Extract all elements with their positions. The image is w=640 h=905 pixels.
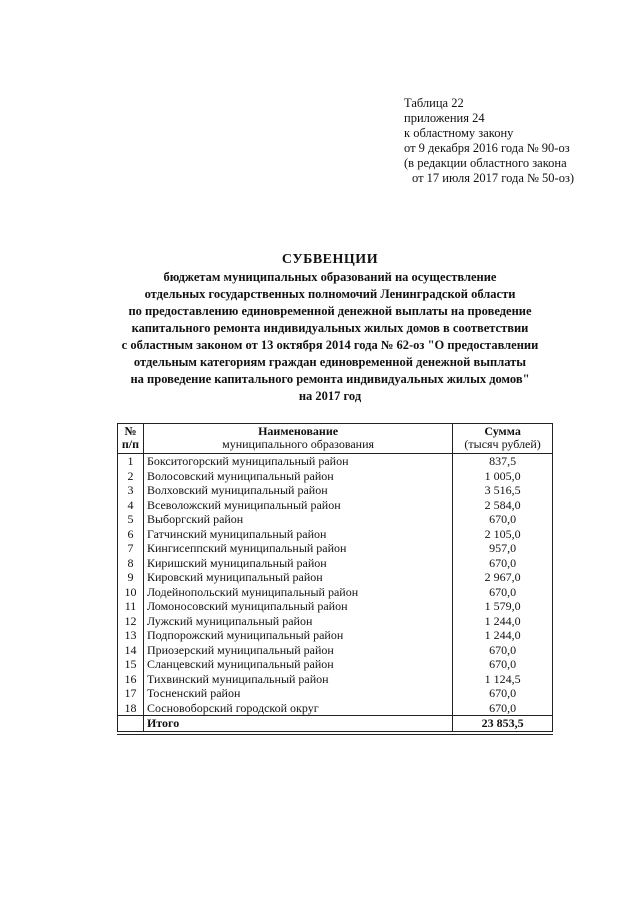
table-row [118, 628, 553, 643]
municipality-name: Волховский муниципальный район [143, 483, 452, 498]
municipality-name: Лодейнопольский муниципальный район [143, 585, 452, 600]
subvention-amount: 670,0 [453, 657, 553, 672]
title-line: по предоставлению единовременной денежной выплаты на проведение [128, 304, 532, 318]
row-number: 17 [118, 686, 144, 701]
table-row [118, 512, 553, 527]
subvention-amount: 1 579,0 [453, 599, 553, 614]
row-number: 13 [118, 628, 144, 643]
municipality-name: Киришский муниципальный район [143, 556, 452, 571]
title-line: с областным законом от 13 октября 2014 года № 62-оз "О предоставлении [121, 338, 539, 352]
row-number: 2 [118, 469, 144, 484]
subvention-table [117, 423, 553, 732]
appendix-line: (в редакции областного закона [404, 156, 567, 170]
subvention-amount: 1 124,5 [453, 672, 553, 687]
subvention-amount: 2 584,0 [453, 498, 553, 513]
row-number: 11 [118, 599, 144, 614]
municipality-name: Волосовский муниципальный район [143, 469, 452, 484]
title-line: отдельным категориям граждан единовременной денежной выплаты [133, 355, 527, 369]
subvention-amount: 2 105,0 [453, 527, 553, 542]
municipality-name: Выборгский район [143, 512, 452, 527]
municipality-name: Лужский муниципальный район [143, 614, 452, 629]
row-number: 7 [118, 541, 144, 556]
municipality-name: Кингисеппский муниципальный район [143, 541, 452, 556]
title-line: отдельных государственных полномочий Ленинградской области [144, 287, 516, 301]
table-bottom-rule [117, 734, 553, 735]
municipality-name: Сланцевский муниципальный район [143, 657, 452, 672]
subvention-amount: 957,0 [453, 541, 553, 556]
row-number: 3 [118, 483, 144, 498]
municipality-name: Бокситогорский муниципальный район [143, 454, 452, 469]
row-number: 12 [118, 614, 144, 629]
table-row [118, 556, 553, 571]
appendix-line: к областному закону [404, 126, 514, 140]
table-header-row [118, 424, 553, 454]
municipality-name: Гатчинский муниципальный район [143, 527, 452, 542]
total-num-cell [118, 716, 144, 732]
subvention-amount: 670,0 [453, 556, 553, 571]
total-label: Итого [143, 716, 452, 732]
table-row [118, 672, 553, 687]
table-row [118, 498, 553, 513]
row-number: 9 [118, 570, 144, 585]
municipality-name: Всеволожский муниципальный район [143, 498, 452, 513]
subvention-amount: 670,0 [453, 643, 553, 658]
municipality-name: Ломоносовский муниципальный район [143, 599, 452, 614]
table-body [118, 454, 553, 716]
municipality-name: Кировский муниципальный район [143, 570, 452, 585]
row-number: 18 [118, 701, 144, 716]
appendix-line: приложения 24 [404, 111, 485, 125]
appendix-line: от 9 декабря 2016 года № 90-оз [404, 141, 570, 155]
table-row [118, 454, 553, 469]
row-number: 16 [118, 672, 144, 687]
municipality-name: Сосновоборский городской округ [143, 701, 452, 716]
table-row [118, 570, 553, 585]
title-line: на проведение капитального ремонта индивидуальных жилых домов" [130, 372, 530, 386]
title-main: СУБВЕНЦИИ [281, 252, 379, 267]
subvention-amount: 670,0 [453, 585, 553, 600]
total-row [118, 716, 553, 732]
subvention-amount: 1 005,0 [453, 469, 553, 484]
row-number: 1 [118, 454, 144, 469]
subvention-amount: 670,0 [453, 686, 553, 701]
title-line: на 2017 год [298, 389, 362, 403]
title-line: капитального ремонта индивидуальных жилых домов в соответствии [131, 321, 529, 335]
subvention-amount: 2 967,0 [453, 570, 553, 585]
municipality-name: Тихвинский муниципальный район [143, 672, 452, 687]
appendix-reference [404, 96, 624, 186]
table-row [118, 483, 553, 498]
header-sum: Сумма (тысяч рублей) [453, 424, 553, 454]
row-number: 10 [118, 585, 144, 600]
appendix-line: от 17 июля 2017 года № 50-оз) [412, 171, 575, 185]
municipality-name: Приозерский муниципальный район [143, 643, 452, 658]
table-row [118, 657, 553, 672]
table-row [118, 469, 553, 484]
table-row [118, 701, 553, 716]
subvention-amount: 1 244,0 [453, 614, 553, 629]
table-row [118, 585, 553, 600]
subvention-amount: 1 244,0 [453, 628, 553, 643]
document-title [60, 252, 600, 405]
appendix-line: Таблица 22 [404, 96, 464, 110]
table-row [118, 614, 553, 629]
table-row [118, 541, 553, 556]
municipality-name: Тосненский район [143, 686, 452, 701]
subvention-amount: 670,0 [453, 512, 553, 527]
subvention-amount: 670,0 [453, 701, 553, 716]
municipality-name: Подпорожский муниципальный район [143, 628, 452, 643]
row-number: 14 [118, 643, 144, 658]
subvention-amount: 3 516,5 [453, 483, 553, 498]
row-number: 8 [118, 556, 144, 571]
header-number: № п/п [118, 424, 144, 454]
row-number: 6 [118, 527, 144, 542]
subvention-amount: 837,5 [453, 454, 553, 469]
table-row [118, 599, 553, 614]
table-row [118, 527, 553, 542]
header-name: Наименование муниципального образования [143, 424, 452, 454]
table-row [118, 686, 553, 701]
row-number: 5 [118, 512, 144, 527]
table-row [118, 643, 553, 658]
title-line: бюджетам муниципальных образований на осуществление [163, 270, 497, 284]
row-number: 15 [118, 657, 144, 672]
total-sum: 23 853,5 [453, 716, 553, 732]
row-number: 4 [118, 498, 144, 513]
